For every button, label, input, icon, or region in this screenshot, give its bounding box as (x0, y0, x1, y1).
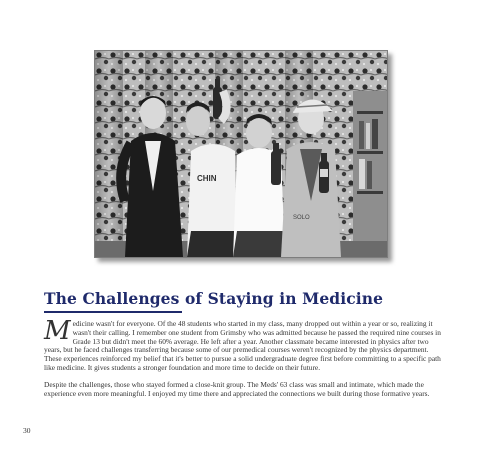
paragraph-2: Despite the challenges, those who stayed formed a close-knit group. The Meds' 63 class was small and intimate, which made the experience even more meaningful. I enjoyed my time there and appreciated the connections we built during those formative years. (44, 379, 430, 398)
paragraph-1-text: edicine wasn't for everyone. Of the 48 students who started in my class, many dropped out within a year or so, realizing it wasn't their calling. I remember one student from Grimsby who was admitted because he passed the required nine courses in Grade 13 but didn't meet the 60% average. He left after a year. Another classmate became interested in physics after two years, but he faced challenges transferring because some of our premedical courses weren't recognized by the physics department. These experiences reinforced my belief that it's better to pursue a solid undergraduate degree first before committing to a specific path like medicine. It gives students a stronger foundation and more time to decide on their future. (44, 319, 441, 372)
group-photo (94, 50, 388, 258)
bottle (271, 151, 281, 185)
title-underline (44, 311, 182, 313)
group-photo-illustration (95, 51, 387, 257)
section-title: The Challenges of Staying in Medicine (44, 289, 384, 308)
page-number: 30 (23, 426, 31, 435)
drop-cap: M (44, 316, 71, 346)
bottle (213, 87, 222, 119)
jacket-text: SOLO (293, 215, 310, 221)
paragraph-1 (44, 316, 444, 373)
body-text (44, 316, 444, 398)
shirt-text: CHIN (197, 174, 217, 183)
